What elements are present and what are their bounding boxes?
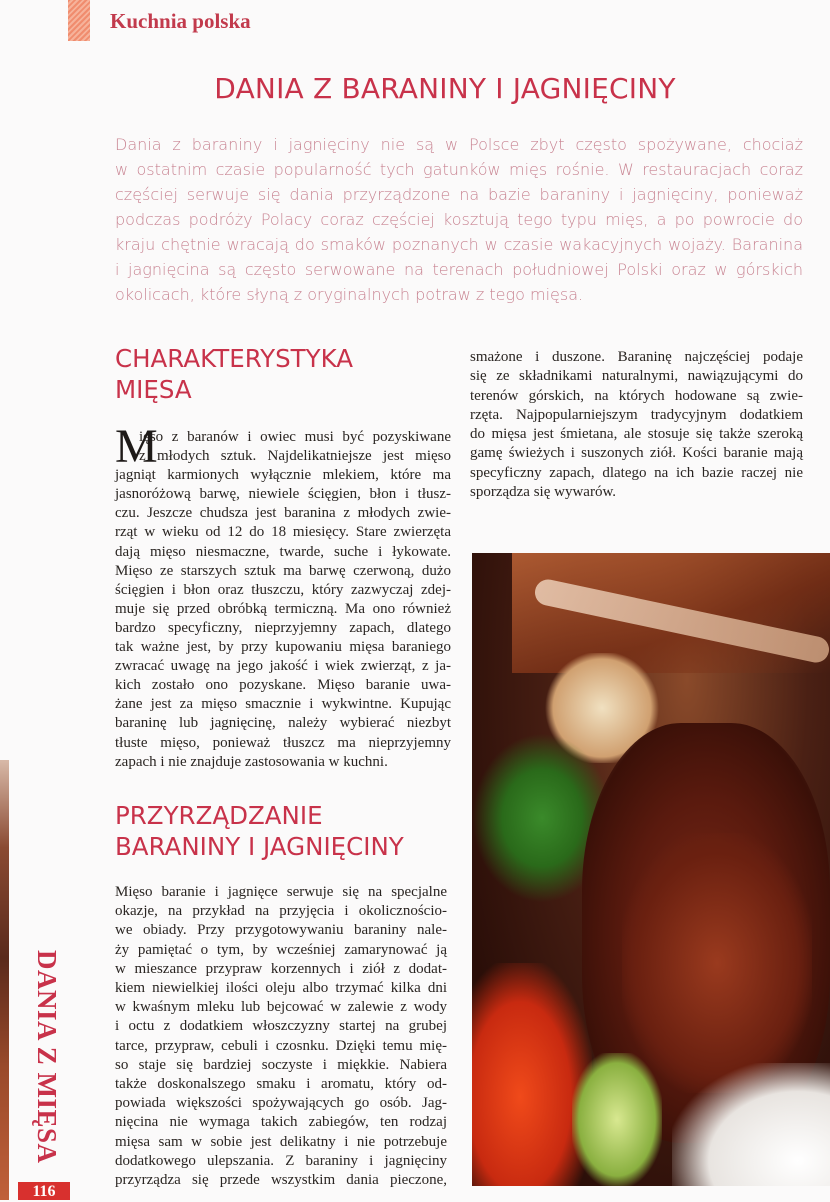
text-line: terenów górskich, na których hodowane są zwie- [470, 387, 803, 404]
text-line: tarce, przypraw, cebuli i czosnku. Dzięki temu mię- [115, 1037, 447, 1054]
preparation-paragraph-continued [470, 348, 803, 502]
lamb-chops-photo [472, 553, 830, 1186]
text-line: kraju chętnie wracają do smaków poznanych w czasie wakacyjnych wojaży. Baranina [115, 235, 803, 254]
text-line: i octu z dodatkiem włoszczyzny startej na grubej [115, 1018, 447, 1035]
text-line: okolicach, które słyną z oryginalnych potraw z tego mięsa. [115, 285, 584, 304]
paragraph-lines [115, 428, 451, 772]
text-line: do mięsa jest śmietana, ale stosuje się także szeroką [470, 426, 803, 443]
text-line: częściej serwuje się dania przyrządzone na bazie baraniny i jagnięciny, ponieważ [115, 185, 803, 204]
text-line: okazje, na przykład na przyjęcia i okolicznościo- [115, 903, 447, 920]
section-heading-characteristics [115, 343, 353, 405]
text-line: kich zostało ono pozyskane. Mięso baranie uwa- [115, 677, 451, 694]
text-line: Dania z baraniny i jagnięciny nie są w Polsce zbyt często spożywane, chociaż [115, 135, 803, 154]
drop-cap: M [115, 420, 158, 473]
text-line: w kwaśnym mleku lub bejcować w zalewie z wody [115, 999, 447, 1016]
heading-line: CHARAKTERYSTYKA [115, 344, 353, 373]
text-line: rząt w wieku od 12 do 18 miesięcy. Stare zwierzęta [115, 524, 451, 541]
text-line: się ze składnikami naturalnymi, nawiązującymi do [470, 368, 803, 385]
text-line: i jagnięcina są często serwowane na terenach południowej Polski oraz w górskich [115, 260, 803, 279]
text-line: jagniąt karmionych wyłącznie mlekiem, które ma [115, 467, 451, 484]
characteristics-paragraph [115, 420, 451, 772]
text-line: bardzo specyficzny, nieprzyjemny zapach, dlatego [115, 619, 451, 636]
chapter-label [22, 950, 62, 1170]
text-line: w ostatnim czasie popularność tych gatunków mięs rośnie. W restauracjach coraz [115, 160, 803, 179]
series-title: Kuchnia polska [110, 9, 251, 33]
text-line: czu. Jeszcze chudsza jest baranina z młodych zwie- [115, 505, 451, 522]
text-line: dają mięso niesmaczne, twarde, suche i łykowate. [115, 543, 451, 560]
text-line: tak ważne jest, by przy kupowaniu mięsa baraniego [115, 639, 451, 656]
text-line: so staje się bardziej soczyste i miękkie. Nabiera [115, 1056, 447, 1073]
text-line: nięcina nie wymaga takich zabiegów, ten rodzaj [115, 1114, 447, 1131]
heading-line: BARANINY I JAGNIĘCINY [115, 832, 404, 861]
brand-stripe-icon [68, 0, 90, 41]
section-heading-preparation [115, 800, 404, 862]
heading-line: PRZYRZĄDZANIE [115, 801, 323, 830]
text-line: zwracać uwagę na jego jakość i wiek zwierząt, z ja- [115, 658, 451, 675]
text-line: z młodych sztuk. Najdelikatniejsze jest mięso [139, 448, 451, 465]
chapter-label-text: DANIA Z MIĘSA [32, 950, 62, 1164]
text-line: kiem niewielkiej ilości oleju albo trzymać kilka dni [115, 980, 447, 997]
text-line: jasnoróżową barwę, niewiele ścięgien, błon i tłusz- [115, 486, 451, 503]
text-line: baraninę lub jagnięcinę, należy wybierać niezbyt [115, 715, 451, 732]
page-title: DANIA Z BARANINY I JAGNIĘCINY [214, 72, 676, 105]
text-line: tłuste mięso, ponieważ tłuszcz ma nieprzyjemny [115, 734, 451, 751]
text-line: Mięso baranie i jagnięce serwuje się na specjalne [115, 884, 447, 900]
text-line: także doskonalszego smaku i aromatu, który od- [115, 1076, 447, 1093]
text-line: ży pamiętać o tym, by wcześniej zamarynować ją [115, 941, 447, 958]
heading-line: MIĘSA [115, 375, 192, 404]
text-line: ięso z baranów i owiec musi być pozyskiwane [139, 429, 451, 445]
text-line: przyrządza się przede wszystkim dania pieczone, [115, 1172, 447, 1189]
text-line: powiada większości spożywających go osób. Jag- [115, 1095, 447, 1112]
text-line: mięsa sam w sobie jest delikatny i nie potrzebuje [115, 1133, 447, 1150]
page-number: 116 [18, 1182, 70, 1200]
preparation-paragraph [115, 883, 447, 1190]
text-line: Mięso ze starszych sztuk ma barwę czerwoną, dużo [115, 562, 451, 579]
text-line: podczas podróży Polacy coraz częściej kosztują tego typu mięs, a po powrocie do [115, 210, 803, 229]
page-edge-strip [0, 760, 9, 1200]
text-line: ścięgien i błon oraz tłuszczu, który zazwyczaj zdej- [115, 581, 451, 598]
text-line: rzęta. Najpopularniejszym tradycyjnym dodatkiem [470, 406, 803, 423]
text-line: gamę świeżych i suszonych ziół. Kości baranie mają [470, 445, 803, 462]
text-line: sporządza się wywarów. [470, 484, 617, 501]
intro-paragraph [115, 132, 803, 307]
text-line: żane jest za mięso smacznie i wykwintne. Kupując [115, 696, 451, 713]
text-line: smażone i duszone. Baraninę najczęściej podaje [470, 349, 803, 365]
text-line: w mieszance przypraw korzennych i ziół z dodat- [115, 960, 447, 977]
text-line: dodatkowego ulepszania. Z baraniny i jagnięciny [115, 1152, 447, 1169]
text-line: specyficzny zapach, dlatego na ich bazie raczej nie [470, 464, 803, 481]
text-line: muje się przed obróbką termiczną. Ma ono również [115, 600, 451, 617]
text-line: zapach i nie znajduje zastosowania w kuchni. [115, 753, 388, 770]
text-line: we obiady. Przy przygotowywaniu baraniny nale- [115, 922, 447, 939]
